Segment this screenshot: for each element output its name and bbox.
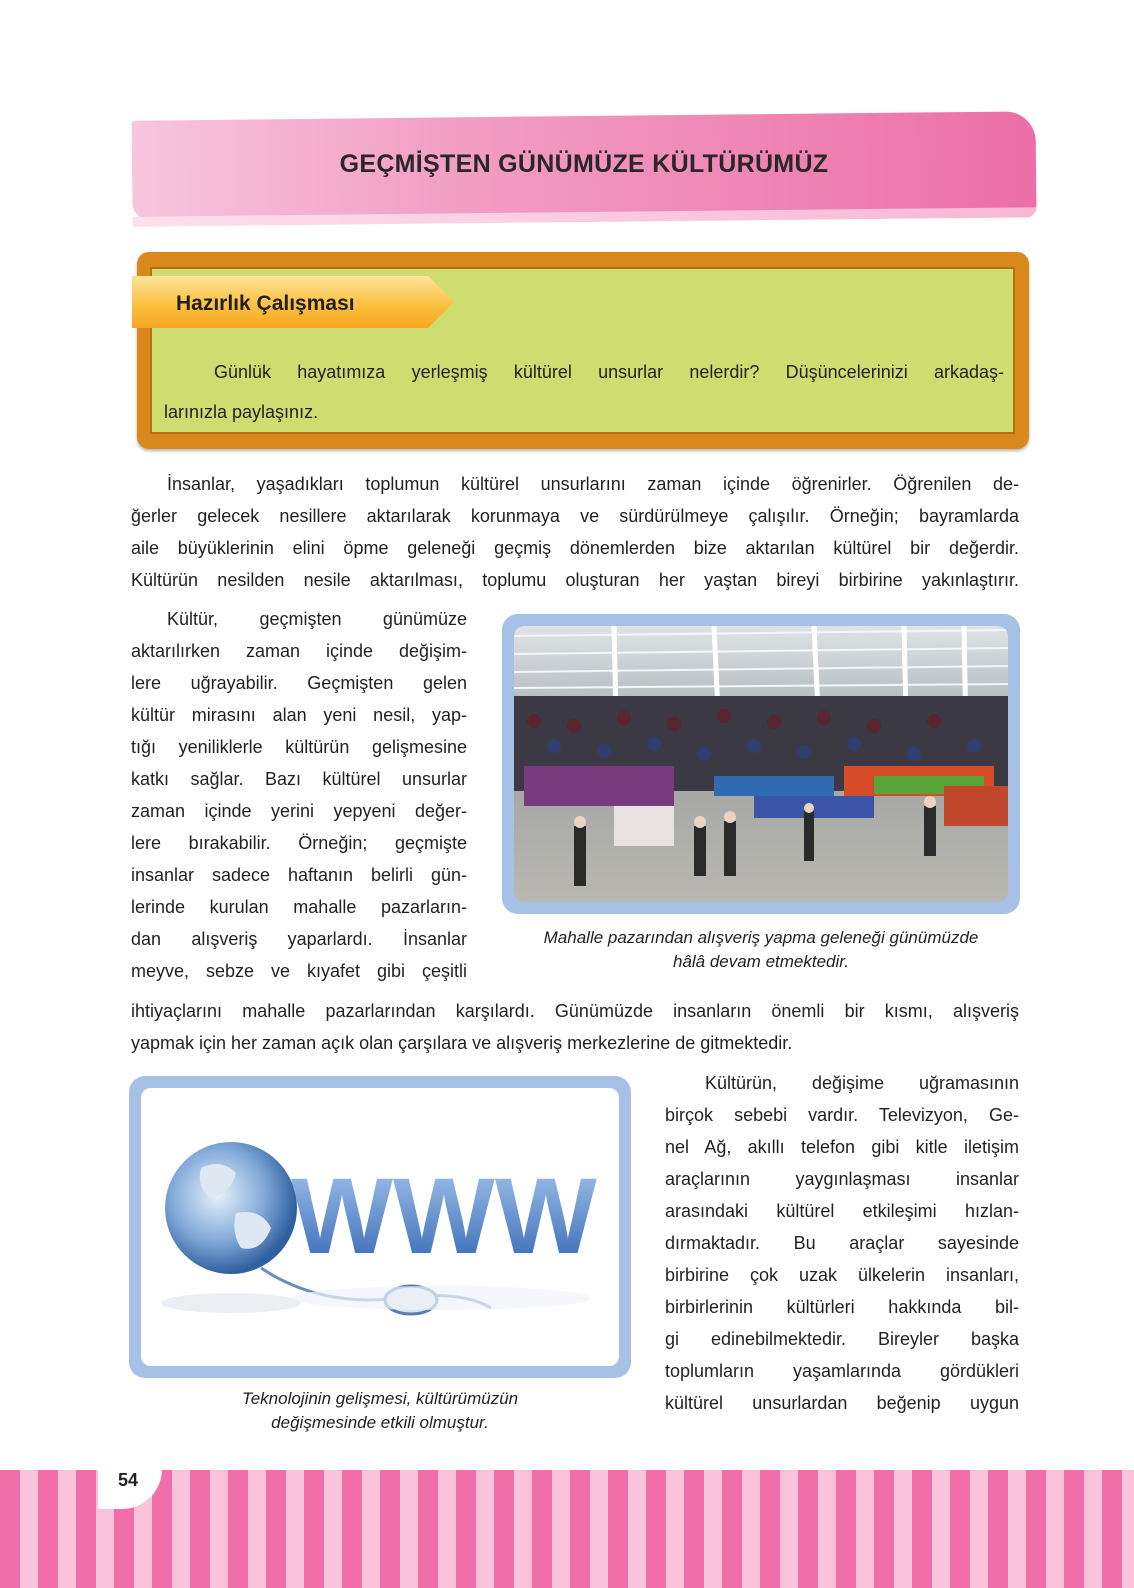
caption-line: Mahalle pazarından alışveriş yapma geleneği günümüzde <box>543 928 979 947</box>
text-line: katkı sağlar. Bazı kültürel unsurlar <box>131 769 467 789</box>
market-photo-caption <box>502 926 1020 974</box>
internet-photo <box>141 1088 619 1366</box>
paragraph-1 <box>131 468 1019 596</box>
text-line: birbirine çok uzak ülkelerin insanları, <box>665 1265 1019 1285</box>
text-line: birçok sebebi vardır. Televizyon, Ge- <box>665 1105 1019 1125</box>
text-line: gi edinebilmektedir. Bireyler başka <box>665 1329 1019 1349</box>
caption-line: Teknolojinin gelişmesi, kültürümüzün <box>241 1389 519 1408</box>
page-title: GEÇMİŞTEN GÜNÜMÜZE KÜLTÜRÜMÜZ <box>339 150 829 178</box>
text-line: lere bırakabilir. Örneğin; geçmişte <box>131 833 467 853</box>
text-line: yapmak için her zaman açık olan çarşılara ve alışveriş merkezlerine de gitmektedir. <box>131 1033 793 1053</box>
prep-question <box>164 352 1004 432</box>
text-line: arasındaki kültürel etkileşimi hızlan- <box>665 1201 1019 1221</box>
text-line: dırmaktadır. Bu araçlar sayesinde <box>665 1233 1019 1253</box>
text-line: aktarılırken zaman içinde değişim- <box>131 641 467 661</box>
text-line: kültürel unsurlardan beğenip uygun <box>665 1393 1019 1413</box>
text-line: birbirlerinin kültürleri hakkında bil- <box>665 1297 1019 1317</box>
text-line: lere uğrayabilir. Geçmişten gelen <box>131 673 467 693</box>
text-line: kültür mirasını alan yeni nesil, yap- <box>131 705 467 725</box>
prep-line: larınızla paylaşınız. <box>164 402 319 422</box>
text-line: Kültürün nesilden nesile aktarılması, toplumu oluşturan her yaştan bireyi birbirine yakınlaştırır. <box>131 570 1019 590</box>
internet-photo-caption <box>129 1387 631 1435</box>
text-line: dan alışveriş yaparlardı. İnsanlar <box>131 929 467 949</box>
www-logo: WWW <box>291 1155 597 1276</box>
market-photo <box>514 626 1008 902</box>
text-line: ğerler gelecek nesillere aktarılarak korunmaya ve sürdürülmeye çalışılır. Örneğin; bayramlarda <box>131 506 1019 526</box>
paragraph-2-continued <box>131 995 1019 1059</box>
text-line: aile büyüklerinin elini öpme geleneği geçmiş dönemlerden bize aktarılan kültürel bir değerdir. <box>131 538 1019 558</box>
text-line: ihtiyaçlarını mahalle pazarlarından karşılardı. Günümüzde insanların önemli bir kısmı, alışveriş <box>131 1001 1019 1021</box>
caption-line: hâlâ devam etmektedir. <box>672 952 850 971</box>
text-line: meyve, sebze ve kıyafet gibi çeşitli <box>131 961 467 981</box>
text-line: zaman içinde yerini yepyeni değer- <box>131 801 467 821</box>
text-line: toplumların yaşamlarında gördükleri <box>665 1361 1019 1381</box>
prep-tab-label: Hazırlık Çalışması <box>176 292 355 315</box>
caption-line: değişmesinde etkili olmuştur. <box>271 1413 489 1432</box>
text-line: Kültürün, değişime uğramasının <box>705 1073 1019 1093</box>
text-line: nel Ağ, akıllı telefon gibi kitle iletişim <box>665 1137 1019 1157</box>
footer-stripes <box>0 1470 1134 1588</box>
text-line: araçlarının yaygınlaşması insanlar <box>665 1169 1019 1189</box>
text-line: insanlar sadece haftanın belirli gün- <box>131 865 467 885</box>
text-line: tığı yeniliklerle kültürün gelişmesine <box>131 737 467 757</box>
text-line: Kültür, geçmişten günümüze <box>167 609 467 629</box>
text-line: İnsanlar, yaşadıkları toplumun kültürel unsurlarını zaman içinde öğrenirler. Öğrenilen de- <box>167 474 1019 494</box>
text-line: lerinde kurulan mahalle pazarların- <box>131 897 467 917</box>
paragraph-2 <box>131 603 467 987</box>
paragraph-3 <box>665 1067 1019 1419</box>
prep-line: Günlük hayatımıza yerleşmiş kültürel unsurlar nelerdir? Düşüncelerinizi arkadaş- <box>214 362 1004 382</box>
page-number: 54 <box>118 1470 139 1490</box>
